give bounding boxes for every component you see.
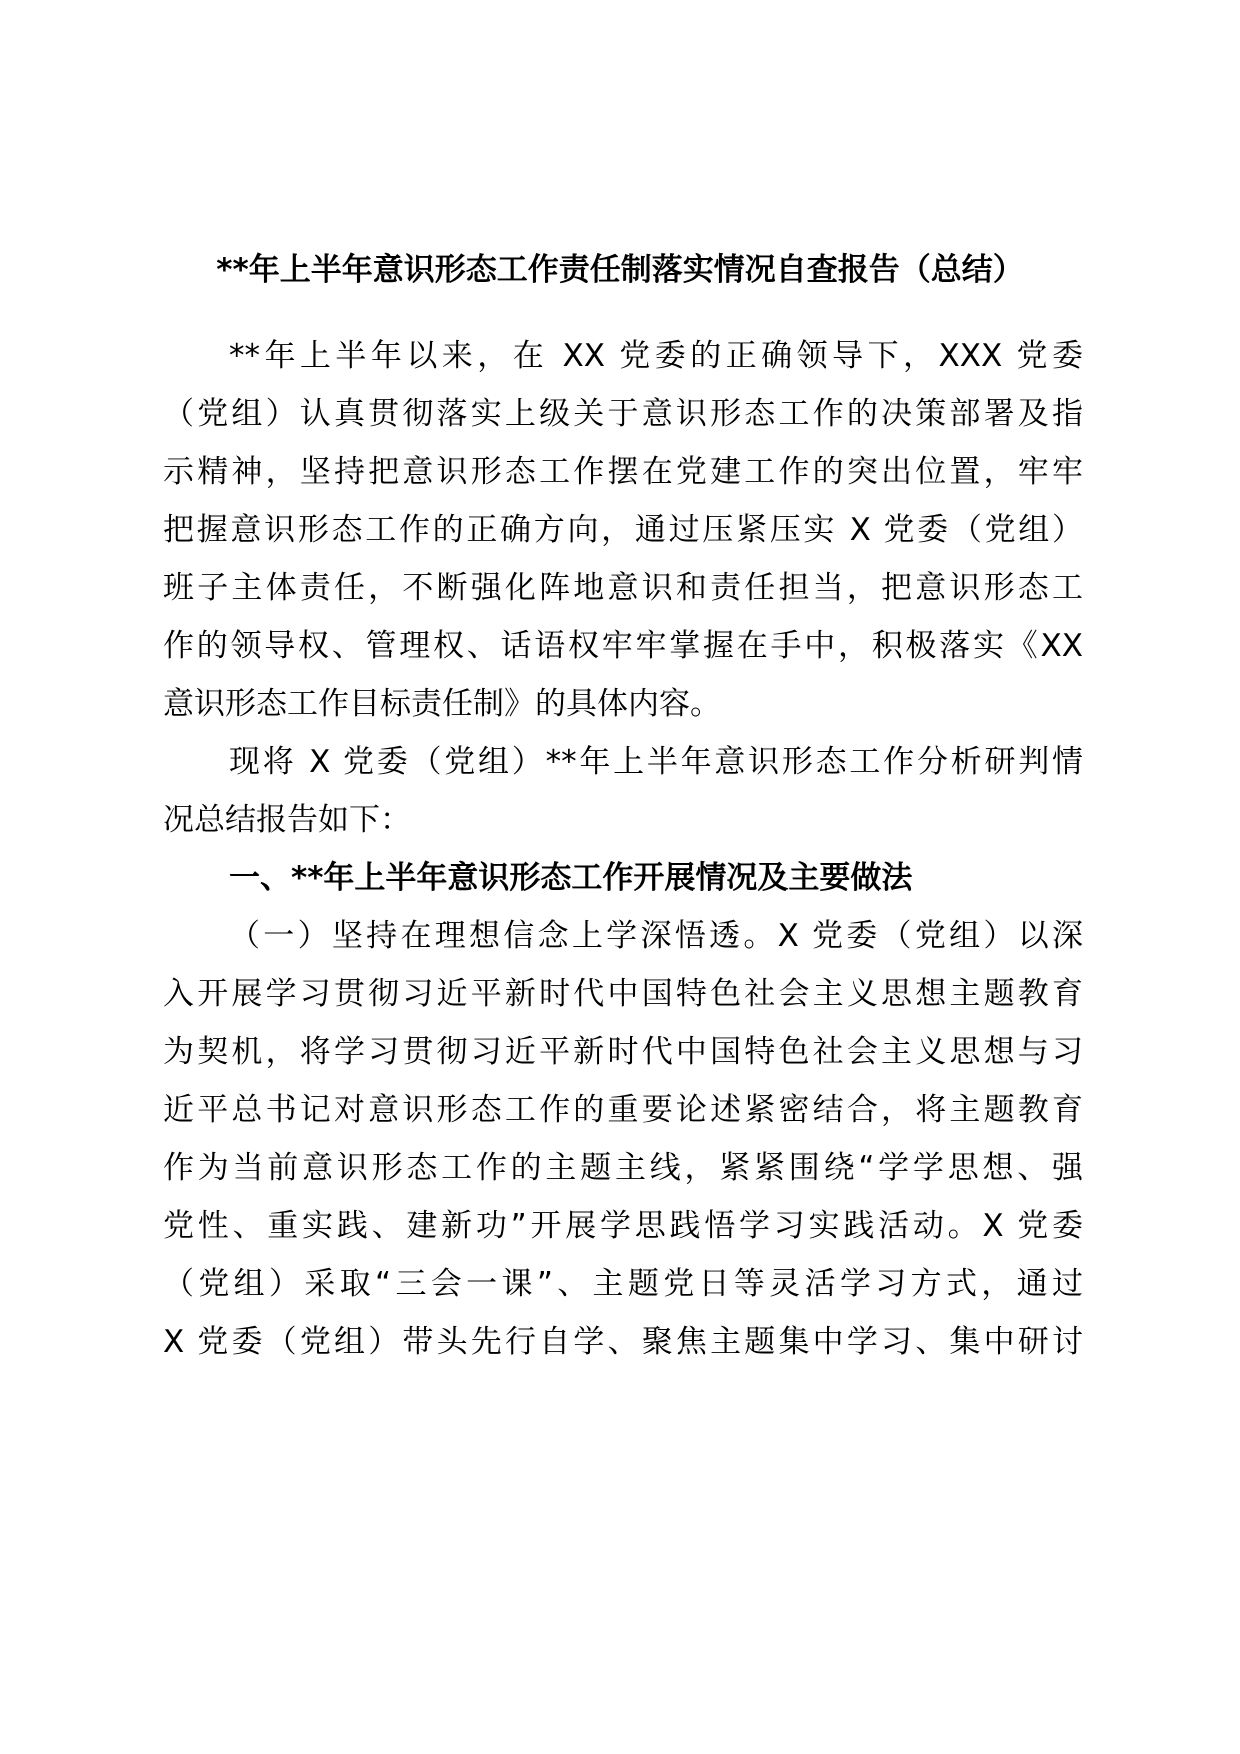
paragraph-2-line-2: 况总结报告如下： bbox=[163, 802, 411, 838]
document-title: **年上半年意识形态工作责任制落实情况自查报告（总结） bbox=[216, 252, 1024, 288]
section-paragraph-line-5: 作为当前意识形态工作的主题主线，紧紧围绕“学学思想、强 bbox=[163, 1150, 1083, 1186]
section-paragraph-line-3: 为契机，将学习贯彻习近平新时代中国特色社会主义思想与习 bbox=[163, 1034, 1083, 1070]
section-paragraph-line-2: 入开展学习贯彻习近平新时代中国特色社会主义思想主题教育 bbox=[163, 976, 1083, 1012]
paragraph-1-line-4: 把握意识形态工作的正确方向，通过压紧压实 X 党委（党组） bbox=[163, 512, 1083, 548]
section-paragraph-line-8: X 党委（党组）带头先行自学、聚焦主题集中学习、集中研讨 bbox=[163, 1324, 1083, 1360]
paragraph-1-line-7: 意识形态工作目标责任制》的具体内容。 bbox=[163, 686, 721, 722]
section-paragraph-line-1: （一）坚持在理想信念上学深悟透。X 党委（党组）以深 bbox=[229, 918, 1083, 954]
paragraph-1-line-2: （党组）认真贯彻落实上级关于意识形态工作的决策部署及指 bbox=[163, 396, 1083, 432]
section-heading-1: 一、**年上半年意识形态工作开展情况及主要做法 bbox=[229, 860, 913, 896]
section-paragraph-line-7: （党组）采取“三会一课”、主题党日等灵活学习方式，通过 bbox=[163, 1266, 1083, 1302]
paragraph-1-line-1: **年上半年以来，在 XX 党委的正确领导下，XXX 党委 bbox=[229, 338, 1083, 374]
paragraph-1-line-3: 示精神，坚持把意识形态工作摆在党建工作的突出位置，牢牢 bbox=[163, 454, 1083, 490]
paragraph-1-line-5: 班子主体责任，不断强化阵地意识和责任担当，把意识形态工 bbox=[163, 570, 1083, 606]
section-paragraph-line-6: 党性、重实践、建新功”开展学思践悟学习实践活动。X 党委 bbox=[163, 1208, 1083, 1244]
paragraph-1-line-6: 作的领导权、管理权、话语权牢牢掌握在手中，积极落实《XX bbox=[163, 628, 1083, 664]
paragraph-2-line-1: 现将 X 党委（党组）**年上半年意识形态工作分析研判情 bbox=[229, 744, 1083, 780]
section-paragraph-line-4: 近平总书记对意识形态工作的重要论述紧密结合，将主题教育 bbox=[163, 1092, 1083, 1128]
